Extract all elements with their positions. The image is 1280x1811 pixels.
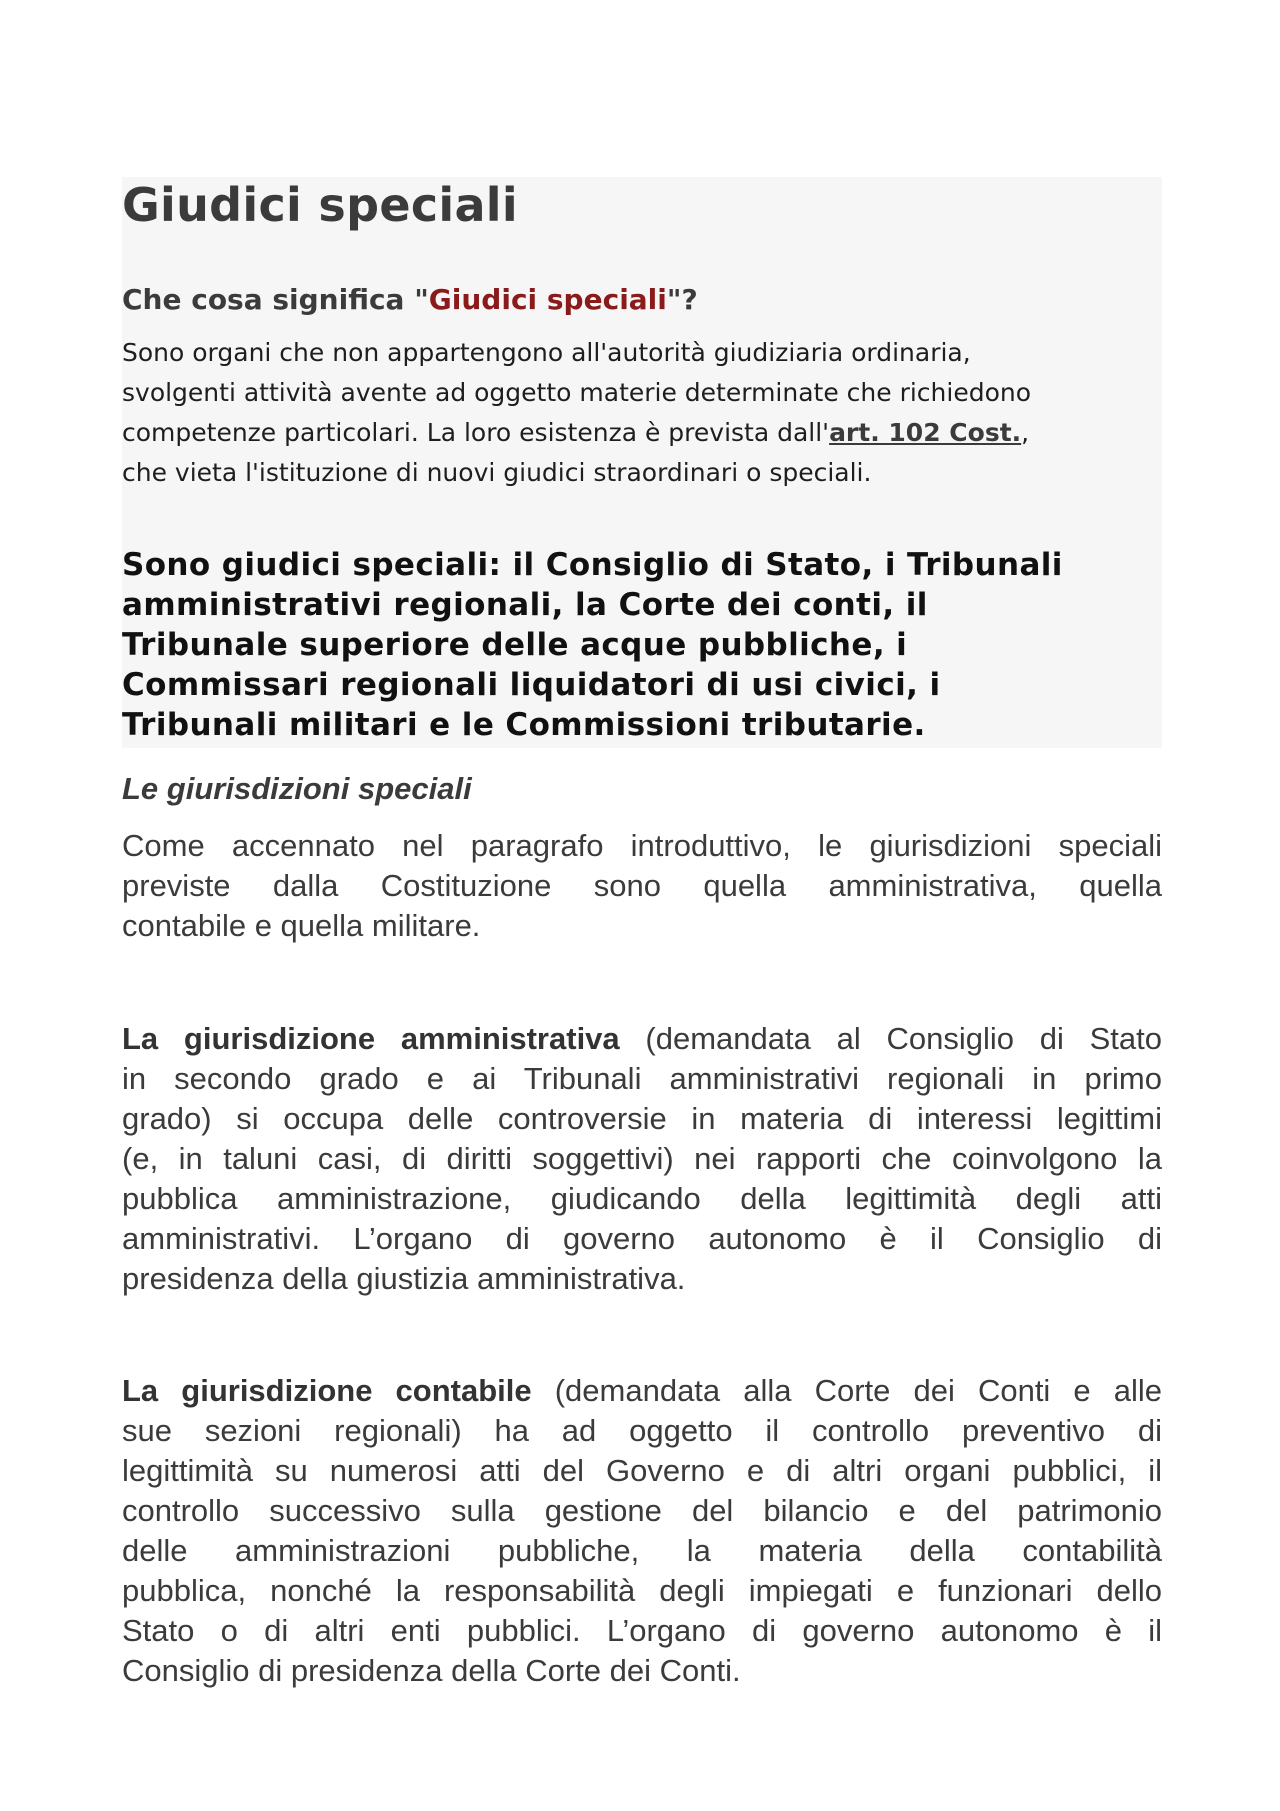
page-title: Giudici speciali [122, 178, 518, 232]
section-subtitle: Le giurisdizioni speciali [122, 771, 472, 806]
question-term: Giudici speciali [428, 283, 667, 316]
definition-line [122, 413, 1162, 453]
amministrativa-lead: La giurisdizione amministrativa [122, 1021, 620, 1056]
paragraph-line [122, 1019, 1162, 1059]
special-judges-line: amministrativi regionali, la Corte dei conti, il [122, 587, 928, 623]
paragraph-line: presidenza della giustizia amministrativa. [122, 1261, 686, 1296]
contabile-paragraph [122, 1371, 1162, 1691]
paragraph-line-text: (demandata al Consiglio di Stato [619, 1021, 1162, 1056]
paragraph-line: delle amministrazioni pubbliche, la materia della contabilità [122, 1533, 1162, 1568]
paragraph-line: previste dalla Costituzione sono quella amministrativa, quella [122, 868, 1162, 903]
definition-text [122, 333, 1162, 493]
special-judges-list [122, 545, 1162, 745]
paragraph-line: amministrativi. L’organo di governo autonomo è il Consiglio di [122, 1221, 1162, 1256]
paragraph-line [122, 1371, 1162, 1411]
paragraph-line: Stato o di altri enti pubblici. L’organo di governo autonomo è il [122, 1613, 1162, 1648]
paragraph-line: sue sezioni regionali) ha ad oggetto il controllo preventivo di [122, 1413, 1162, 1448]
definition-line: svolgenti attività avente ad oggetto materie determinate che richiedono [122, 378, 1032, 407]
special-judges-line: Commissari regionali liquidatori di usi civici, i [122, 667, 941, 703]
special-judges-line: Sono giudici speciali: il Consiglio di Stato, i Tribunali [122, 547, 1063, 583]
paragraph-line: Come accennato nel paragrafo introduttivo, le giurisdizioni speciali [122, 828, 1162, 863]
paragraph-line: in secondo grado e ai Tribunali amministrativi regionali in primo [122, 1061, 1162, 1096]
paragraph-line-text: (demandata alla Corte dei Conti e alle [531, 1373, 1162, 1408]
definition-line-text: competenze particolari. La loro esistenza è prevista dall' [122, 418, 830, 447]
paragraph-line: controllo successivo sulla gestione del bilancio e del patrimonio [122, 1493, 1162, 1528]
paragraph-line: pubblica amministrazione, giudicando della legittimità degli atti [122, 1181, 1162, 1216]
special-judges-line: Tribunali militari e le Commissioni tributarie. [122, 707, 926, 743]
article-102-link[interactable]: art. 102 Cost. [829, 418, 1022, 447]
question-prefix: Che cosa significa " [122, 283, 429, 316]
question-heading [122, 280, 698, 320]
contabile-lead: La giurisdizione contabile [122, 1373, 532, 1408]
definition-line: che vieta l'istituzione di nuovi giudici straordinari o speciali. [122, 458, 872, 487]
paragraph-line: grado) si occupa delle controversie in materia di interessi legittimi [122, 1101, 1162, 1136]
intro-paragraph [122, 826, 1162, 946]
question-suffix: "? [666, 283, 698, 316]
paragraph-line: pubblica, nonché la responsabilità degli impiegati e funzionari dello [122, 1573, 1162, 1608]
paragraph-line: Consiglio di presidenza della Corte dei Conti. [122, 1653, 741, 1688]
paragraph-line: legittimità su numerosi atti del Governo e di altri organi pubblici, il [122, 1453, 1162, 1488]
paragraph-line: contabile e quella militare. [122, 908, 481, 943]
special-judges-line: Tribunale superiore delle acque pubbliche, i [122, 627, 908, 663]
paragraph-line: (e, in taluni casi, di diritti soggettivi) nei rapporti che coinvolgono la [122, 1141, 1162, 1176]
definition-line: Sono organi che non appartengono all'autorità giudiziaria ordinaria, [122, 338, 971, 367]
amministrativa-paragraph [122, 1019, 1162, 1299]
definition-line-text: , [1021, 418, 1030, 447]
